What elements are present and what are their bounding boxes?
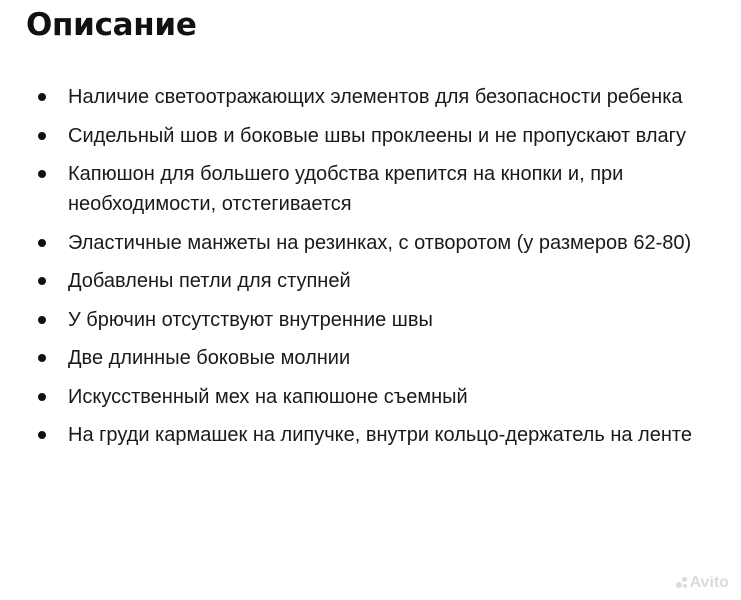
list-item-text: Капюшон для большего удобства крепится на кнопки и, при необходимости, отстегивается [68, 163, 624, 215]
bullet-icon [38, 93, 46, 101]
list-item [0, 305, 741, 335]
list-item [0, 343, 741, 373]
bullet-icon [38, 393, 46, 401]
bullet-icon [38, 170, 46, 178]
bullet-icon [38, 431, 46, 439]
watermark-text: Avito [689, 574, 729, 591]
list-item-text: Две длинные боковые молнии [68, 347, 351, 369]
list-item [0, 121, 741, 151]
list-item [0, 420, 741, 450]
list-item-text: Эластичные манжеты на резинках, с отворотом (у размеров 62-80) [68, 231, 692, 254]
list-item [0, 266, 741, 296]
page-title: Описание [26, 7, 197, 43]
avito-watermark [676, 574, 729, 592]
list-item [0, 228, 741, 258]
list-item-text: Искусственный мех на капюшоне съемный [68, 385, 468, 408]
avito-logo-icon [676, 577, 688, 589]
list-item-text: На груди кармашек на липучке, внутри кольцо-держатель на ленте [68, 424, 692, 446]
feature-list [0, 82, 741, 459]
list-item-text: Добавлены петли для ступней [68, 270, 351, 292]
list-item-text: Наличие светоотражающих элементов для безопасности ребенка [68, 86, 683, 108]
bullet-icon [38, 316, 46, 324]
list-item-text: Сидельный шов и боковые швы проклеены и не пропускают влагу [68, 124, 686, 147]
list-item [0, 382, 741, 412]
bullet-icon [38, 132, 46, 140]
list-item [0, 159, 741, 219]
list-item [0, 82, 741, 112]
bullet-icon [38, 239, 46, 247]
bullet-icon [38, 277, 46, 285]
list-item-text: У брючин отсутствуют внутренние швы [68, 308, 433, 331]
bullet-icon [38, 354, 46, 362]
